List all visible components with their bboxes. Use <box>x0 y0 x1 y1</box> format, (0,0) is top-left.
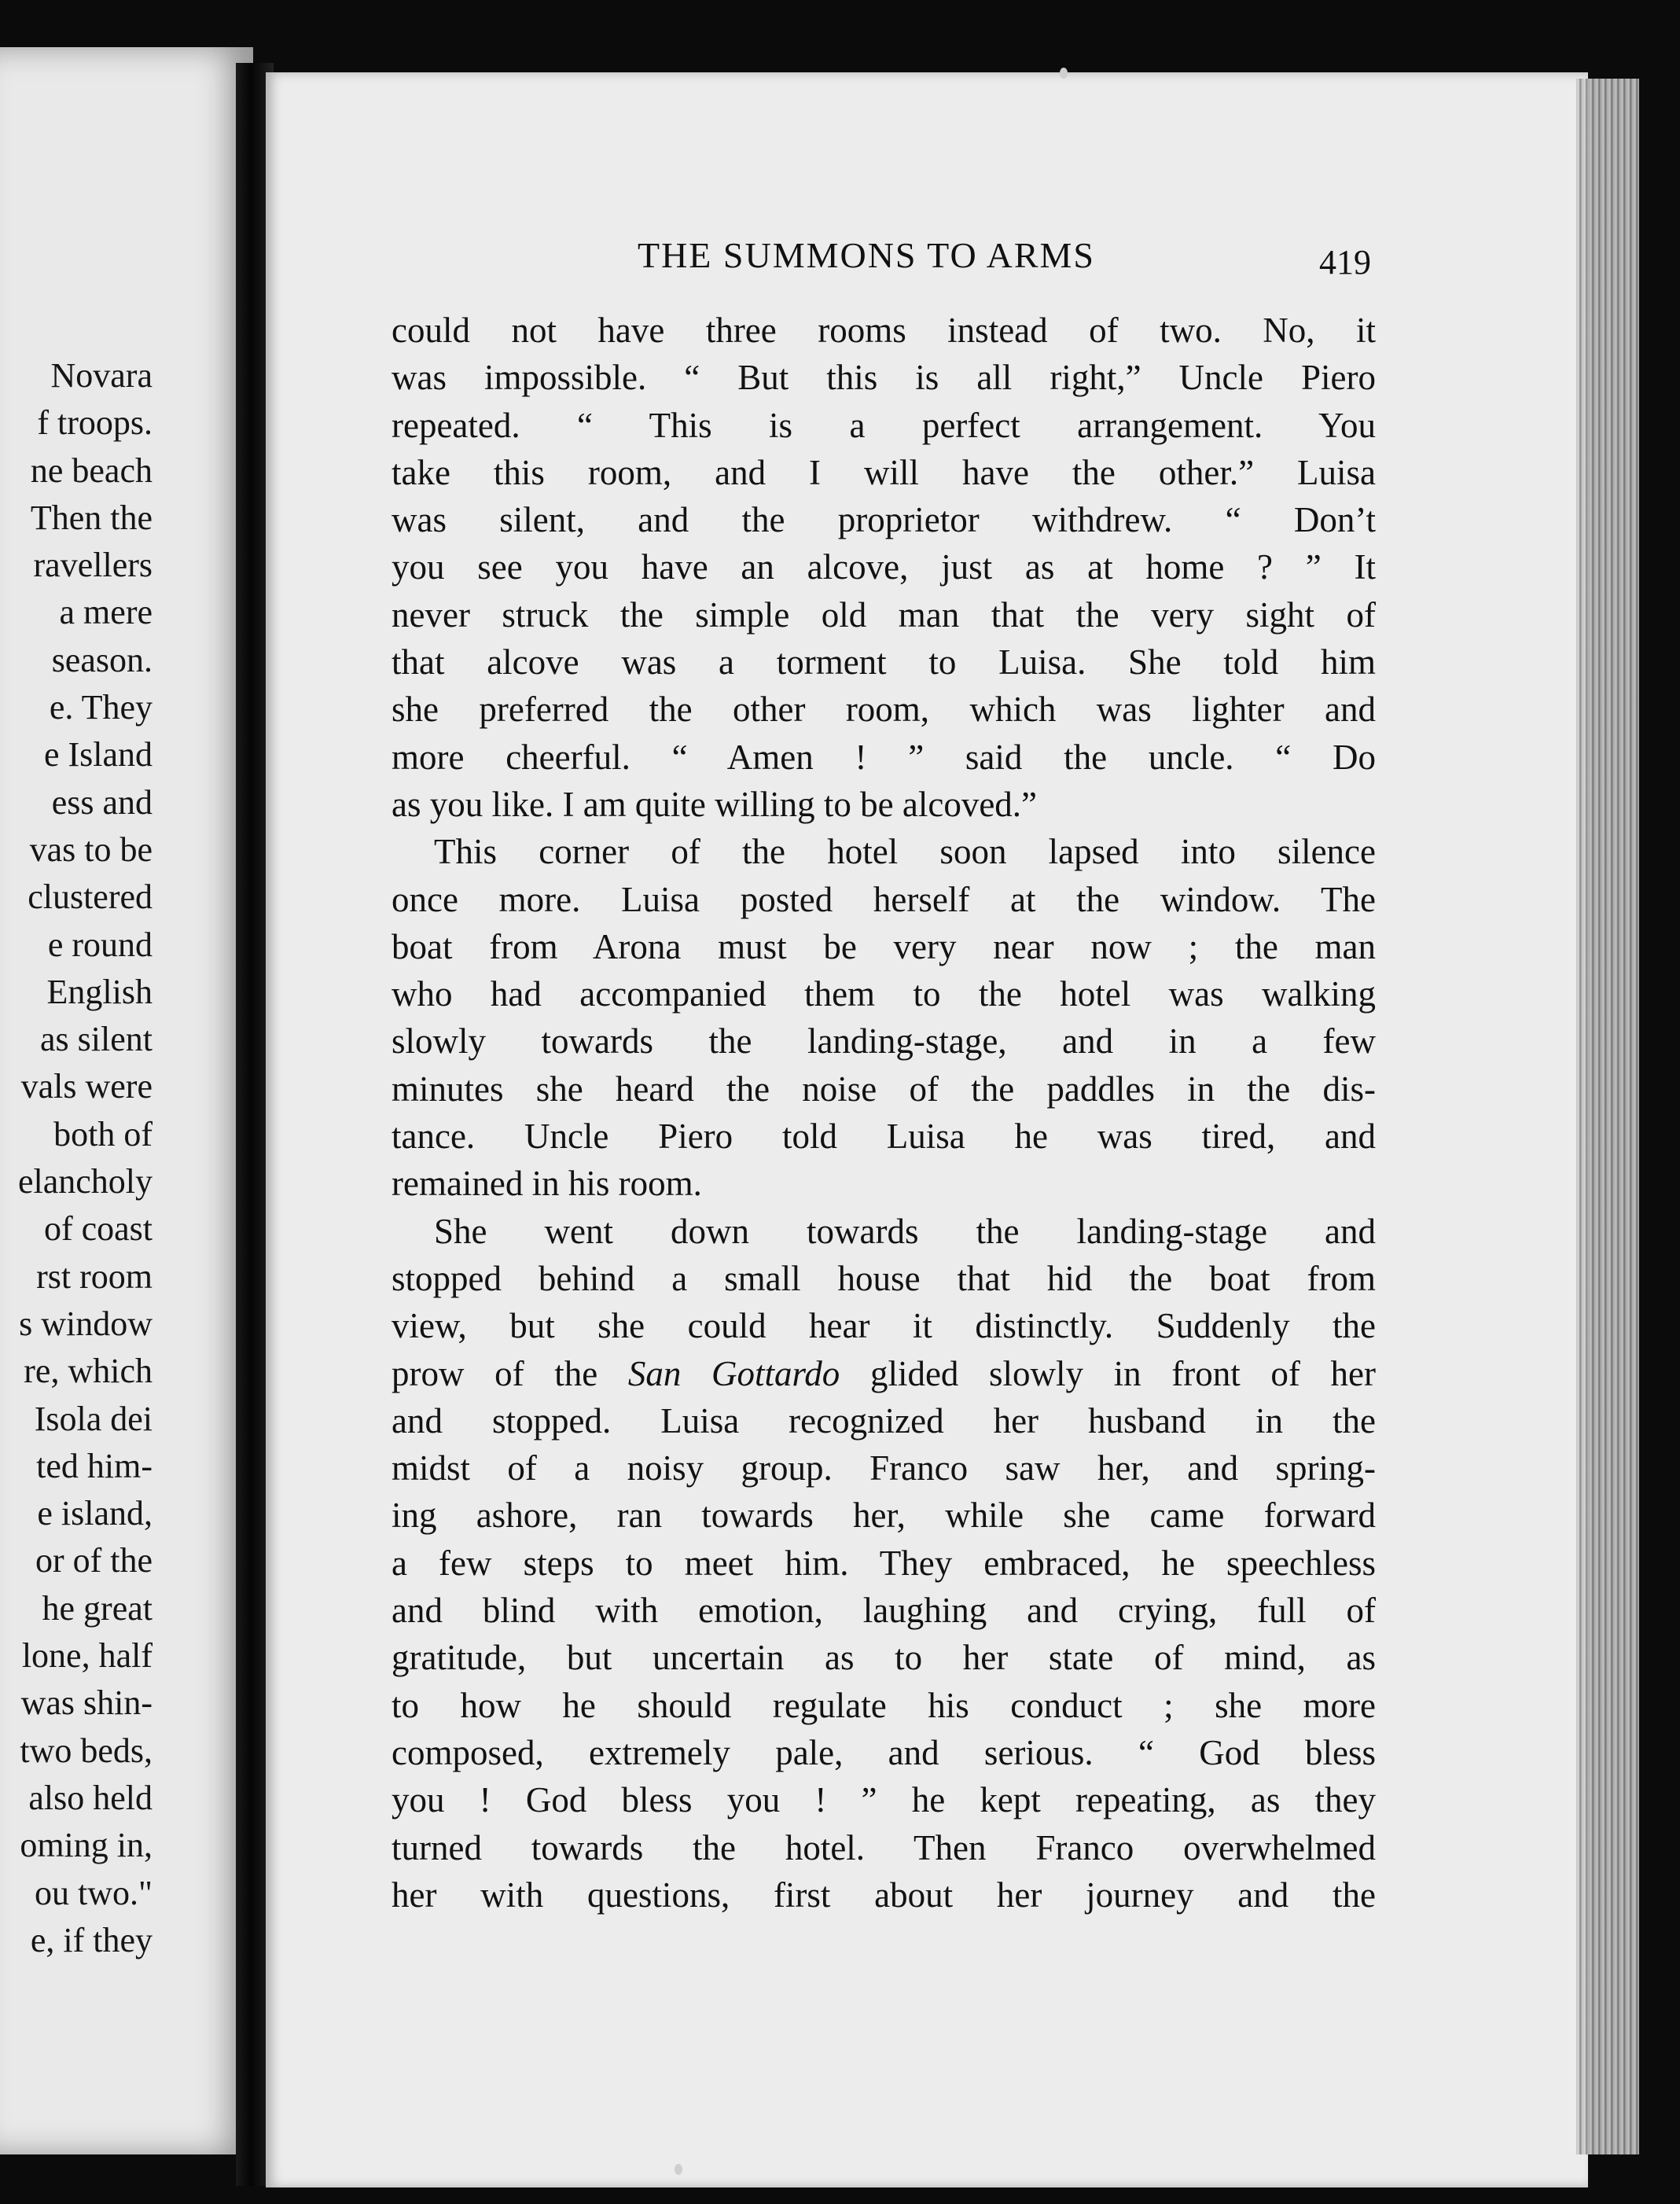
running-head <box>266 228 1588 283</box>
text-line: midst of a noisy group. Franco saw her, and spring- <box>392 1448 1376 1488</box>
facing-page-line: re, which <box>24 1352 153 1391</box>
scan-speck <box>1060 68 1068 79</box>
text-line: stopped behind a small house that hid the boat from <box>392 1258 1376 1298</box>
facing-page-line: or of the <box>35 1541 153 1580</box>
facing-page-line: of coast <box>43 1209 153 1249</box>
page-number: 419 <box>1319 243 1371 281</box>
facing-page-line: s window <box>19 1304 153 1343</box>
facing-page-line: he great <box>42 1588 153 1628</box>
text-line: to how he should regulate his conduct ; she more <box>392 1685 1376 1725</box>
text-line: that alcove was a torment to Luisa. She told him <box>392 642 1376 683</box>
facing-page-line: e. They <box>49 688 153 727</box>
facing-page-line: vas to be <box>29 830 153 869</box>
facing-page-line: a mere <box>59 593 153 632</box>
text-line: her with questions, first about her journey and the <box>392 1875 1376 1915</box>
facing-page-line: oming in, <box>20 1826 153 1865</box>
text-line: gratitude, but uncertain as to her state of mind, as <box>392 1638 1376 1678</box>
facing-page-line: Isola dei <box>34 1399 153 1438</box>
text-line: tance. Uncle Piero told Luisa he was tired, and <box>392 1117 1376 1157</box>
paragraph-first-line: This corner of the hotel soon lapsed into silence <box>434 832 1376 872</box>
facing-page-line: clustered <box>28 878 153 917</box>
facing-page-line: was shin- <box>20 1683 153 1723</box>
text-line: was silent, and the proprietor withdrew. “ Don’t <box>392 500 1376 540</box>
facing-page-line: e, if they <box>30 1920 153 1959</box>
facing-page-line: e Island <box>43 735 153 775</box>
text-line: turned towards the hotel. Then Franco overwhelmed <box>392 1827 1376 1867</box>
facing-page-line: ne beach <box>30 451 153 490</box>
running-head-title: THE SUMMONS TO ARMS <box>637 235 1096 275</box>
facing-page-line: elancholy <box>17 1162 153 1201</box>
facing-page-line: season. <box>51 640 153 679</box>
text-line: a few steps to meet him. They embraced, he speechless <box>392 1543 1376 1583</box>
text-line: could not have three rooms instead of two. No, it <box>392 311 1376 350</box>
body-text <box>392 307 1376 1919</box>
facing-page-line: as silent <box>40 1020 153 1059</box>
text-line: who had accompanied them to the hotel was walking <box>392 974 1376 1014</box>
text-line: ing ashore, ran towards her, while she came forward <box>392 1496 1376 1536</box>
scan-speck <box>675 2164 682 2175</box>
paragraph-last-line: remained in his room. <box>392 1164 702 1204</box>
facing-page-line: Then the <box>30 498 153 537</box>
facing-page-line: ou two." <box>35 1873 153 1912</box>
text-run: glided slowly in front of her <box>840 1353 1376 1393</box>
text-line: repeated. “ This is a perfect arrangement. You <box>392 405 1376 445</box>
facing-page-line: lone, half <box>21 1636 153 1676</box>
text-line: view, but she could hear it distinctly. Suddenly the <box>392 1306 1376 1346</box>
facing-page-line: both of <box>53 1114 153 1154</box>
text-line: composed, extremely pale, and serious. “ God bless <box>392 1732 1376 1772</box>
facing-page-line: vals were <box>20 1067 153 1106</box>
text-line: never struck the simple old man that the very sight of <box>392 594 1376 635</box>
text-run: prow of the <box>392 1353 628 1393</box>
text-line: take this room, and I will have the other.” Luisa <box>392 452 1376 492</box>
facing-page-line: ted him- <box>36 1446 153 1485</box>
text-line: and stopped. Luisa recognized her husband in the <box>392 1400 1376 1441</box>
text-line: you ! God bless you ! ” he kept repeating, as they <box>392 1780 1376 1820</box>
facing-page-line: e round <box>47 925 153 964</box>
facing-page-line: also held <box>28 1778 153 1817</box>
facing-page-line: e island, <box>37 1494 153 1533</box>
text-line: you see you have an alcove, just as at home ? ” It <box>392 547 1376 587</box>
text-line: more cheerful. “ Amen ! ” said the uncle. “ Do <box>392 737 1376 777</box>
text-line: boat from Arona must be very near now ; the man <box>392 926 1376 966</box>
ship-name: San Gottardo <box>627 1353 840 1393</box>
facing-page-left <box>0 47 253 2154</box>
facing-page-line: ess and <box>51 782 153 822</box>
text-line: minutes she heard the noise of the paddles in the dis- <box>392 1069 1376 1109</box>
facing-page-line: two beds, <box>20 1731 153 1770</box>
text-line-with-ship-name <box>392 1350 1376 1397</box>
text-line: once more. Luisa posted herself at the window. The <box>392 879 1376 919</box>
paragraph-first-line: She went down towards the landing-stage and <box>434 1211 1376 1251</box>
paragraph-last-line: as you like. I am quite willing to be alcoved.” <box>392 784 1038 824</box>
facing-page-line: f troops. <box>37 403 153 443</box>
text-line: and blind with emotion, laughing and crying, full of <box>392 1591 1376 1631</box>
stacked-page-edges <box>1576 79 1639 2154</box>
facing-page-text-fragments <box>0 352 153 1964</box>
text-line: was impossible. “ But this is all right,” Uncle Piero <box>392 358 1376 398</box>
facing-page-line: English <box>46 972 153 1011</box>
text-line: slowly towards the landing-stage, and in a few <box>392 1021 1376 1062</box>
facing-page-line: ravellers <box>33 546 153 585</box>
facing-page-line: rst room <box>36 1257 153 1296</box>
facing-page-line: Novara <box>50 356 153 395</box>
text-line: she preferred the other room, which was lighter and <box>392 690 1376 730</box>
